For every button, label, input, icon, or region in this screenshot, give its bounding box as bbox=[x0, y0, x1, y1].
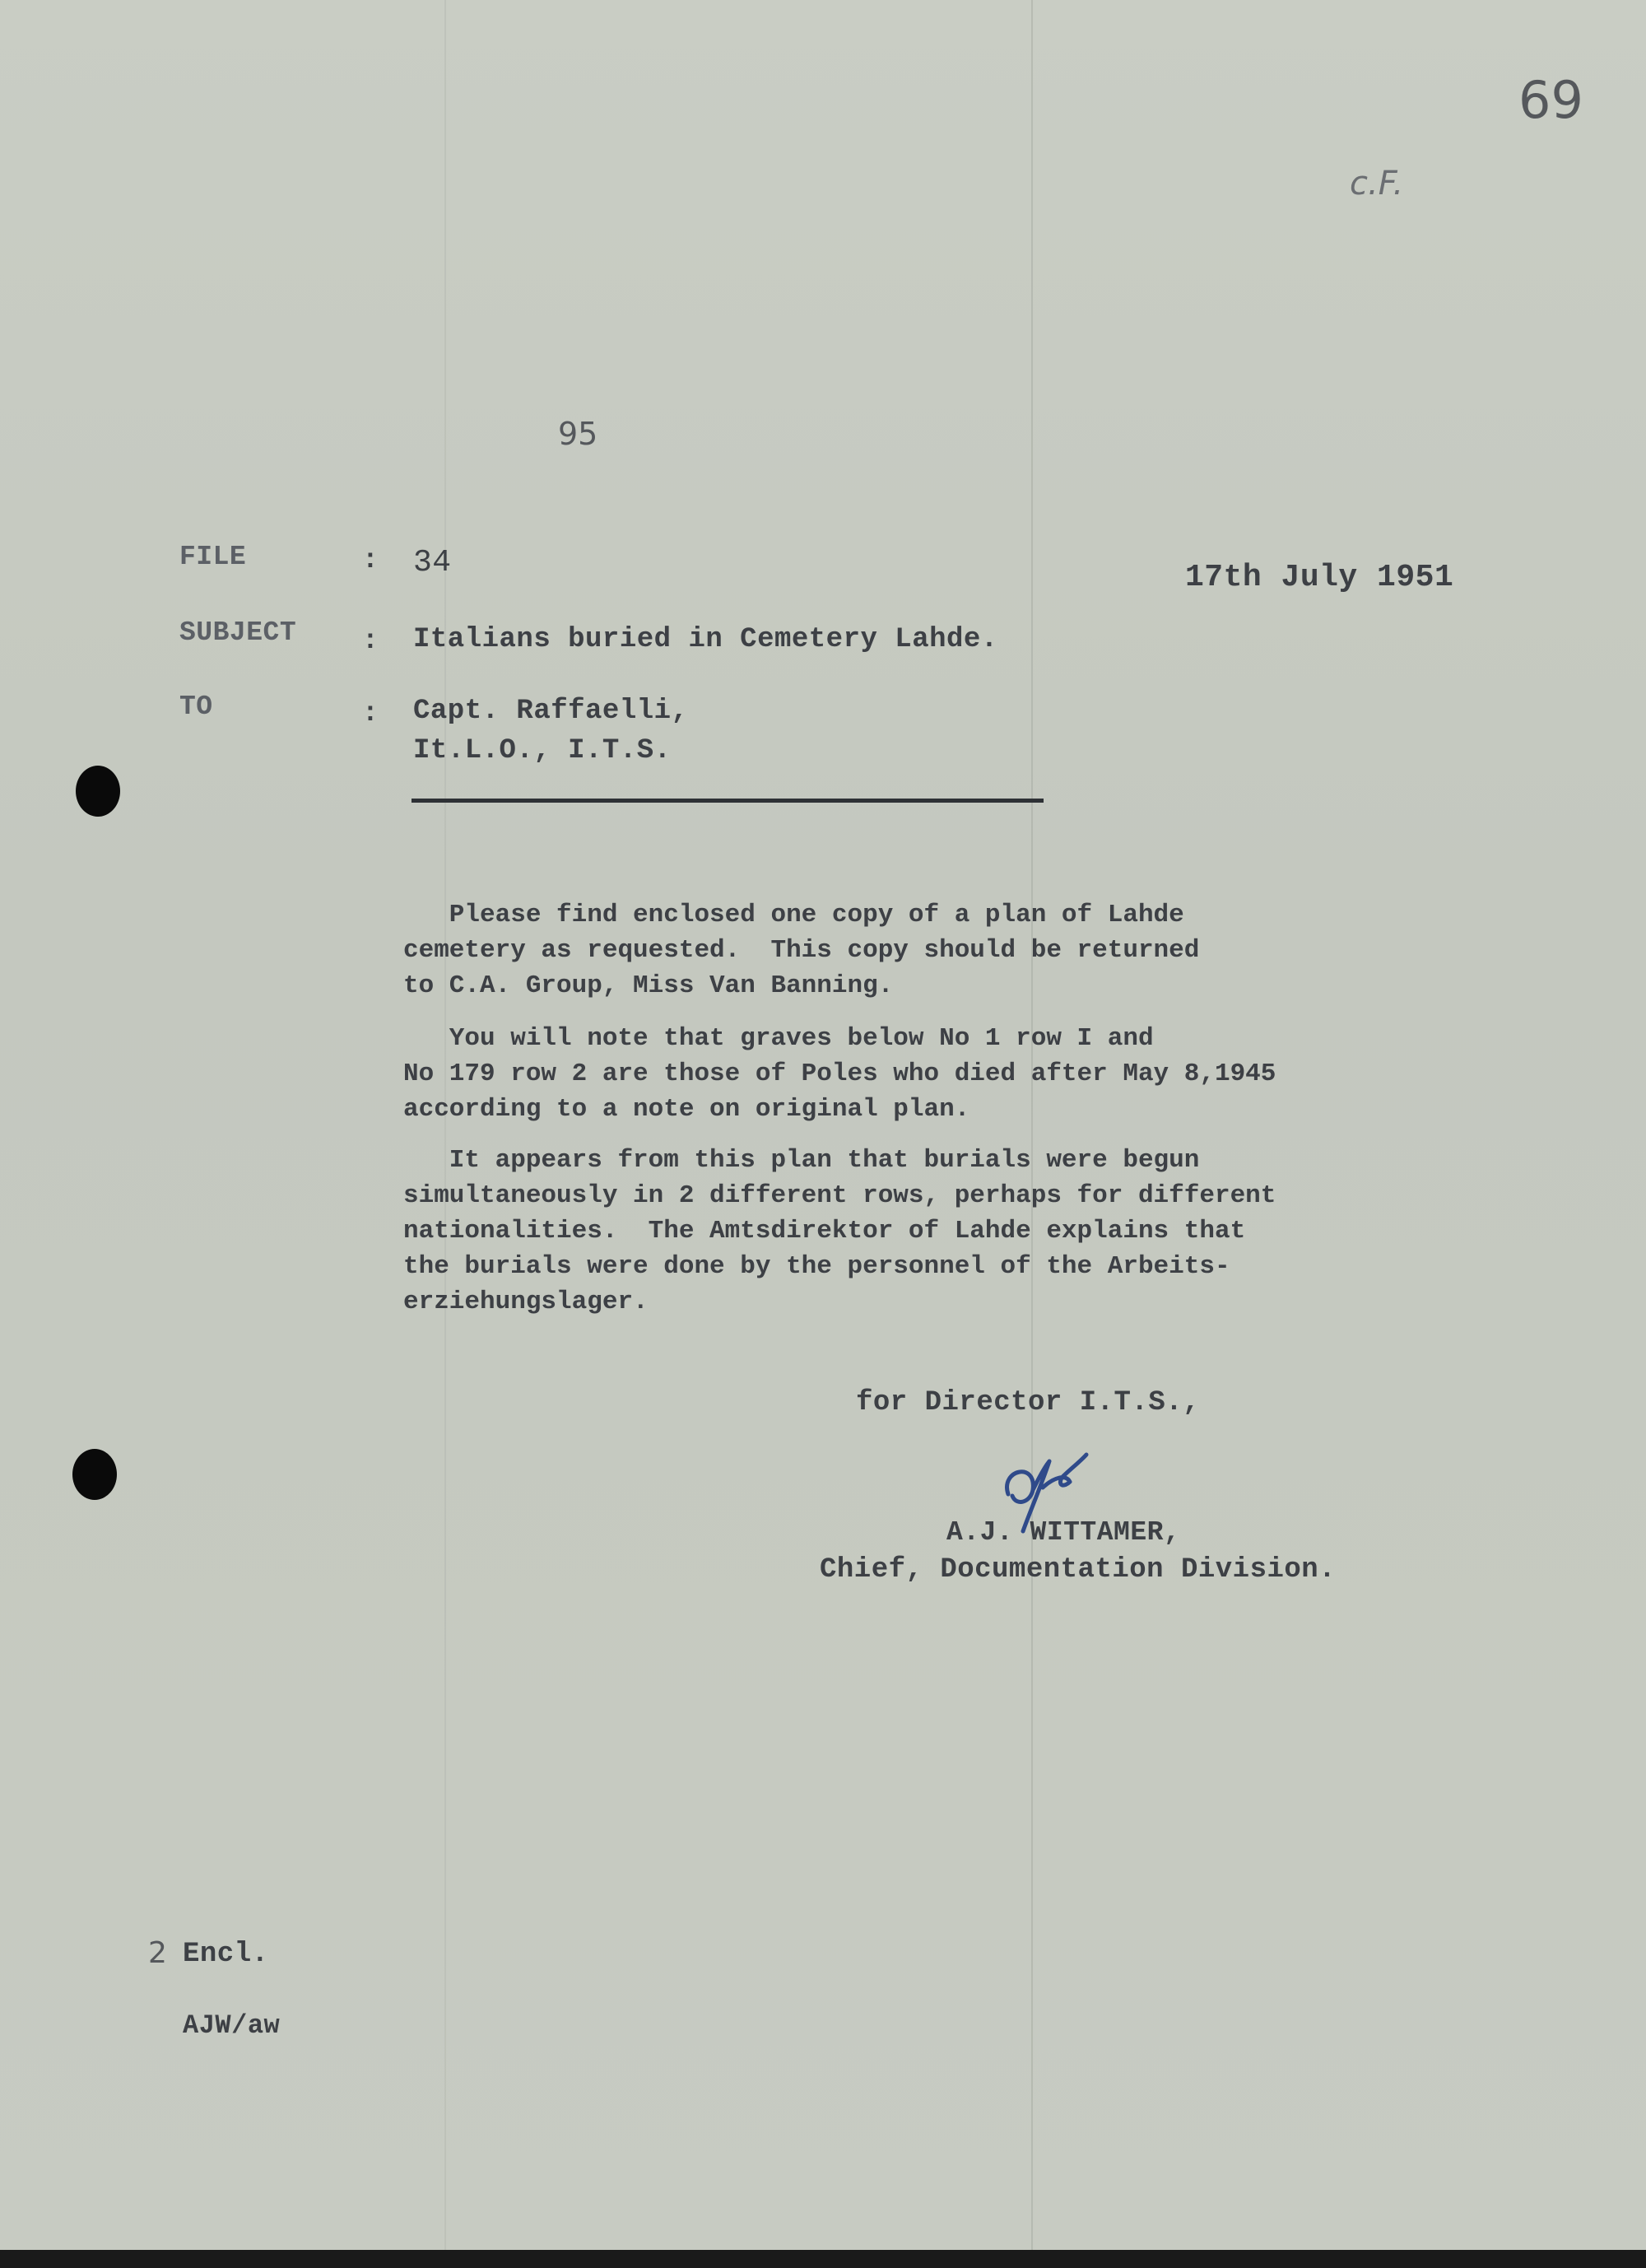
punch-hole bbox=[72, 1449, 117, 1500]
paper-fold-line bbox=[1031, 0, 1033, 2268]
paper-fold-line bbox=[444, 0, 446, 2268]
file-label: FILE bbox=[179, 542, 247, 572]
body-paragraph bbox=[403, 1143, 1457, 1320]
header-divider bbox=[412, 799, 1044, 803]
page-number: 69 bbox=[1518, 70, 1583, 130]
body-line: cemetery as requested. This copy should be returned bbox=[403, 936, 1200, 965]
body-line: You will note that graves below No 1 row I and bbox=[403, 1024, 1154, 1053]
reference-number: 95 bbox=[558, 416, 598, 452]
body-paragraph bbox=[403, 897, 1457, 1004]
to-label: TO bbox=[179, 692, 213, 722]
reference-initials: AJW/aw bbox=[183, 2010, 281, 2041]
file-separator: : bbox=[362, 545, 379, 575]
enclosure-count: 2 bbox=[148, 1936, 167, 1970]
subject-label: SUBJECT bbox=[179, 617, 297, 648]
body-paragraph bbox=[403, 1021, 1457, 1127]
subject-text: Italians buried in Cemetery Lahde. bbox=[413, 624, 998, 655]
body-line: according to a note on original plan. bbox=[403, 1095, 970, 1124]
body-line: simultaneously in 2 different rows, perhaps for different bbox=[403, 1181, 1276, 1210]
recipient-name: Capt. Raffaelli, bbox=[413, 696, 689, 727]
body-line: It appears from this plan that burials were begun bbox=[403, 1146, 1200, 1175]
handwritten-initials: c.F. bbox=[1350, 165, 1404, 203]
signatory-name: A.J. WITTAMER, bbox=[946, 1517, 1181, 1548]
body-line: the burials were done by the personnel of the Arbeits- bbox=[403, 1252, 1230, 1281]
body-line: erziehungslager. bbox=[403, 1288, 649, 1316]
punch-hole bbox=[76, 766, 120, 817]
to-separator: : bbox=[362, 698, 379, 729]
for-director-line: for Director I.T.S., bbox=[856, 1387, 1201, 1418]
signatory-title: Chief, Documentation Division. bbox=[820, 1554, 1337, 1586]
body-line: Please find enclosed one copy of a plan of Lahde bbox=[403, 901, 1184, 929]
subject-separator: : bbox=[362, 626, 379, 656]
scan-edge bbox=[0, 2250, 1646, 2268]
body-line: No 179 row 2 are those of Poles who died after May 8,1945 bbox=[403, 1059, 1276, 1088]
enclosure-label: Encl. bbox=[183, 1939, 269, 1970]
body-line: nationalities. The Amtsdirektor of Lahde explains that bbox=[403, 1217, 1246, 1246]
letter-date: 17th July 1951 bbox=[1185, 560, 1454, 595]
body-line: to C.A. Group, Miss Van Banning. bbox=[403, 971, 894, 1000]
file-number: 34 bbox=[413, 545, 452, 580]
recipient-office: It.L.O., I.T.S. bbox=[413, 735, 672, 766]
